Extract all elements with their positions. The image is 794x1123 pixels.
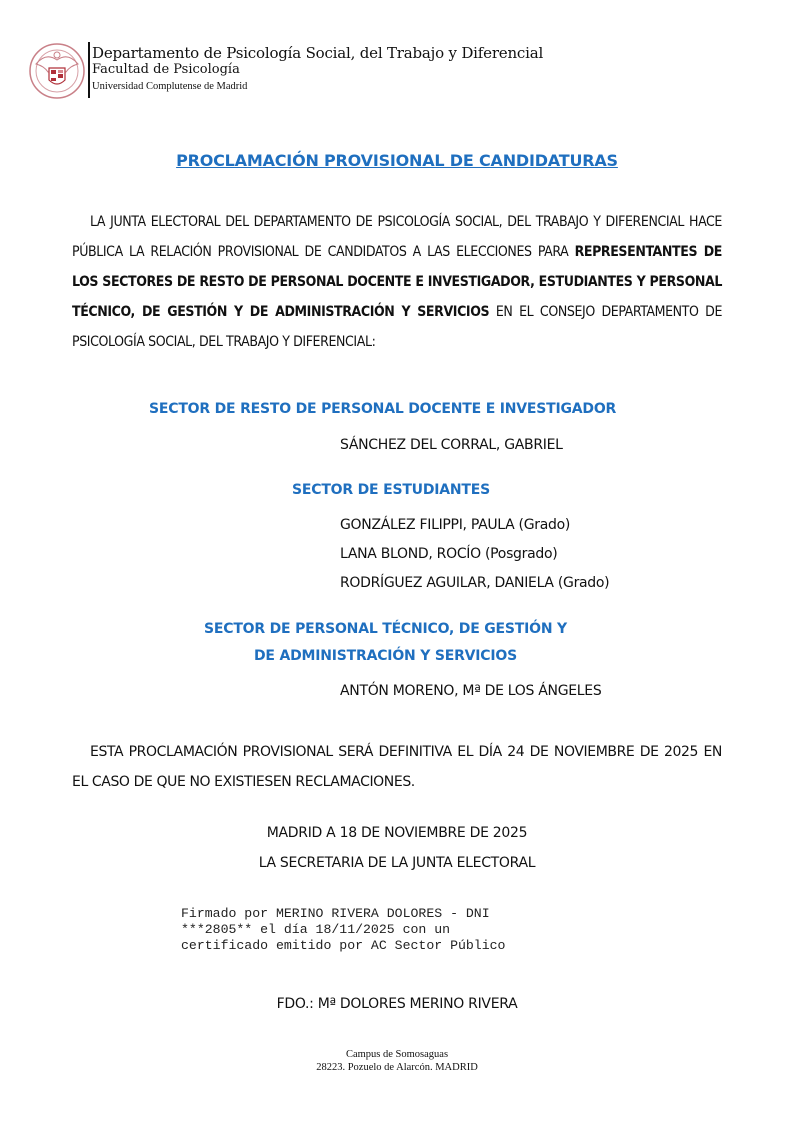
sector-title-pdi: SECTOR DE RESTO DE PERSONAL DOCENTE E INVESTIGADOR (149, 401, 617, 417)
header-divider (88, 42, 90, 98)
sector-title-ptgas-line2: DE ADMINISTRACIÓN Y SERVICIOS (254, 648, 517, 664)
signature-line-3: certificado emitido por AC Sector Público (181, 938, 506, 953)
faculty-name: Facultad de Psicología (92, 62, 240, 77)
department-name: Departamento de Psicología Social, del Trabajo y Diferencial (92, 44, 544, 62)
sector-title-estudiantes: SECTOR DE ESTUDIANTES (292, 482, 491, 498)
digital-signature (181, 906, 505, 954)
place-date: MADRID A 18 DE NOVIEMBRE DE 2025 (266, 825, 528, 841)
candidate-name: RODRÍGUEZ AGUILAR, DANIELA (Grado) (340, 575, 610, 591)
footer-line-2: 28223. Pozuelo de Alarcón. MADRID (316, 1062, 478, 1073)
intro-paragraph (72, 207, 722, 357)
intro-text-bold: REPRESENTANTES DE LOS SECTORES DE RESTO DE PERSONAL DOCENTE E INVESTIGADOR, ESTUDIANTES Y PERSONAL TÉCNICO, DE GESTIÓN Y DE ADMINISTRACIÓN Y SERVICIOS (72, 244, 722, 320)
candidate-name: GONZÁLEZ FILIPPI, PAULA (Grado) (340, 517, 570, 533)
footer-address (0, 1048, 794, 1074)
signature-line-2: ***2805** el día 18/11/2025 con un (181, 922, 451, 937)
ucm-seal-icon (28, 42, 86, 100)
intro-text-2: EN EL CONSEJO DEPARTAMENTO DE PSICOLOGÍA SOCIAL, DEL TRABAJO Y DIFERENCIAL: (72, 304, 722, 350)
signed-by: FDO.: Mª DOLORES MERINO RIVERA (276, 996, 518, 1012)
sector-title-ptgas-line1: SECTOR DE PERSONAL TÉCNICO, DE GESTIÓN Y (204, 621, 567, 637)
candidate-name: ANTÓN MORENO, Mª DE LOS ÁNGELES (340, 683, 602, 699)
intro-text-1: LA JUNTA ELECTORAL DEL DEPARTAMENTO DE PSICOLOGÍA SOCIAL, DEL TRABAJO Y DIFERENCIAL HACE PÚBLICA LA RELACIÓN PROVISIONAL DE CANDIDATOS A LAS ELECCIONES PARA (72, 214, 722, 260)
closing-text: ESTA PROCLAMACIÓN PROVISIONAL SERÁ DEFINITIVA EL DÍA 24 DE NOVIEMBRE DE 2025 EN EL CASO DE QUE NO EXISTIESEN RECLAMACIONES. (72, 744, 722, 790)
candidate-name: SÁNCHEZ DEL CORRAL, GABRIEL (340, 437, 563, 453)
closing-paragraph (72, 737, 722, 797)
signer-role: LA SECRETARIA DE LA JUNTA ELECTORAL (258, 855, 536, 871)
footer-line-1: Campus de Somosaguas (345, 1049, 449, 1060)
university-name: Universidad Complutense de Madrid (92, 81, 248, 92)
document-title: PROCLAMACIÓN PROVISIONAL DE CANDIDATURAS (176, 151, 618, 170)
signature-line-1: Firmado por MERINO RIVERA DOLORES - DNI (181, 906, 490, 921)
candidate-name: LANA BLOND, ROCÍO (Posgrado) (340, 546, 558, 562)
